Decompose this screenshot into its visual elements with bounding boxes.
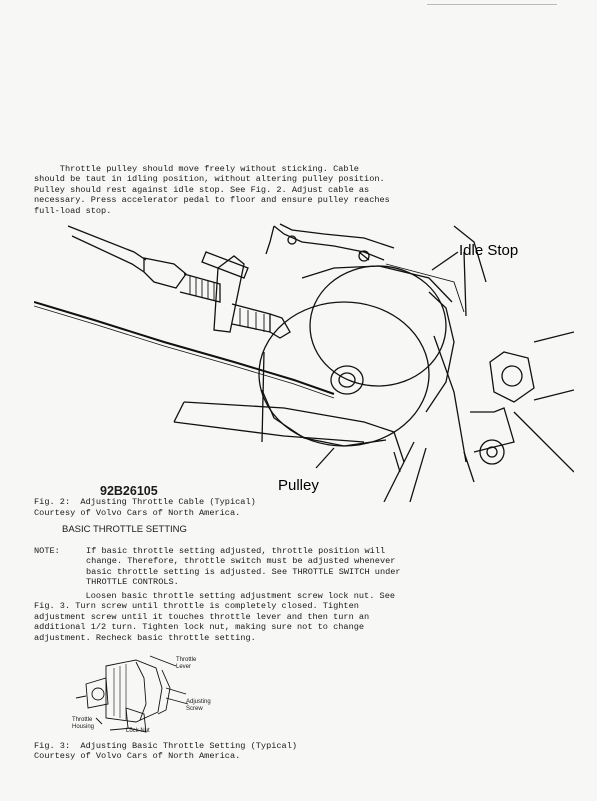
figure-2-credit: Courtesy of Volvo Cars of North America. [34,508,241,518]
idle-stop-label: Idle Stop [459,242,519,259]
figure-2-caption: Fig. 2: Adjusting Throttle Cable (Typical) [34,497,256,507]
note-text: If basic throttle setting adjusted, throttle position will change. Therefore, throttle switch must be adjusted whenever basic throttle setting is adjusted. See THROTTLE SWITCH under THROTTLE CONTROLS. [86,546,401,588]
adjusting-screw-label: Adjusting Screw [186,699,211,712]
section-heading: BASIC THROTTLE SETTING [62,524,187,535]
figure-2-throttle-cable-diagram [34,212,574,502]
throttle-pulley-paragraph: Throttle pulley should move freely without sticking. Cable should be taut in idling position, without altering pulley position. Pulley should rest against idle stop. See Fig. 2. Adjust cable as necessary. Press accelerator pedal to floor and ensure pulley reaches full-load stop. [34,164,390,216]
figure-3-caption: Fig. 3: Adjusting Basic Throttle Setting (Typical) [34,741,298,751]
figure-2-code: 92B26105 [100,484,158,498]
note-label: NOTE: [34,546,60,556]
pulley-label: Pulley [278,477,319,494]
lock-nut-label: Lock Nut [126,728,150,734]
scan-edge-line [427,4,557,5]
throttle-housing-label: Throttle Housing [72,717,95,730]
throttle-lever-label: Throttle Lever [176,657,197,670]
figure-3-credit: Courtesy of Volvo Cars of North America. [34,751,241,761]
basic-throttle-paragraph: Loosen basic throttle setting adjustment screw lock nut. See Fig. 3. Turn screw until throttle is completely closed. Tighten adjustment screw until it touches throttle lever and then turn an additional 1/2 turn. Tighten lock nut, making sure not to change adjustment. Recheck basic throttle setting. [34,591,396,643]
